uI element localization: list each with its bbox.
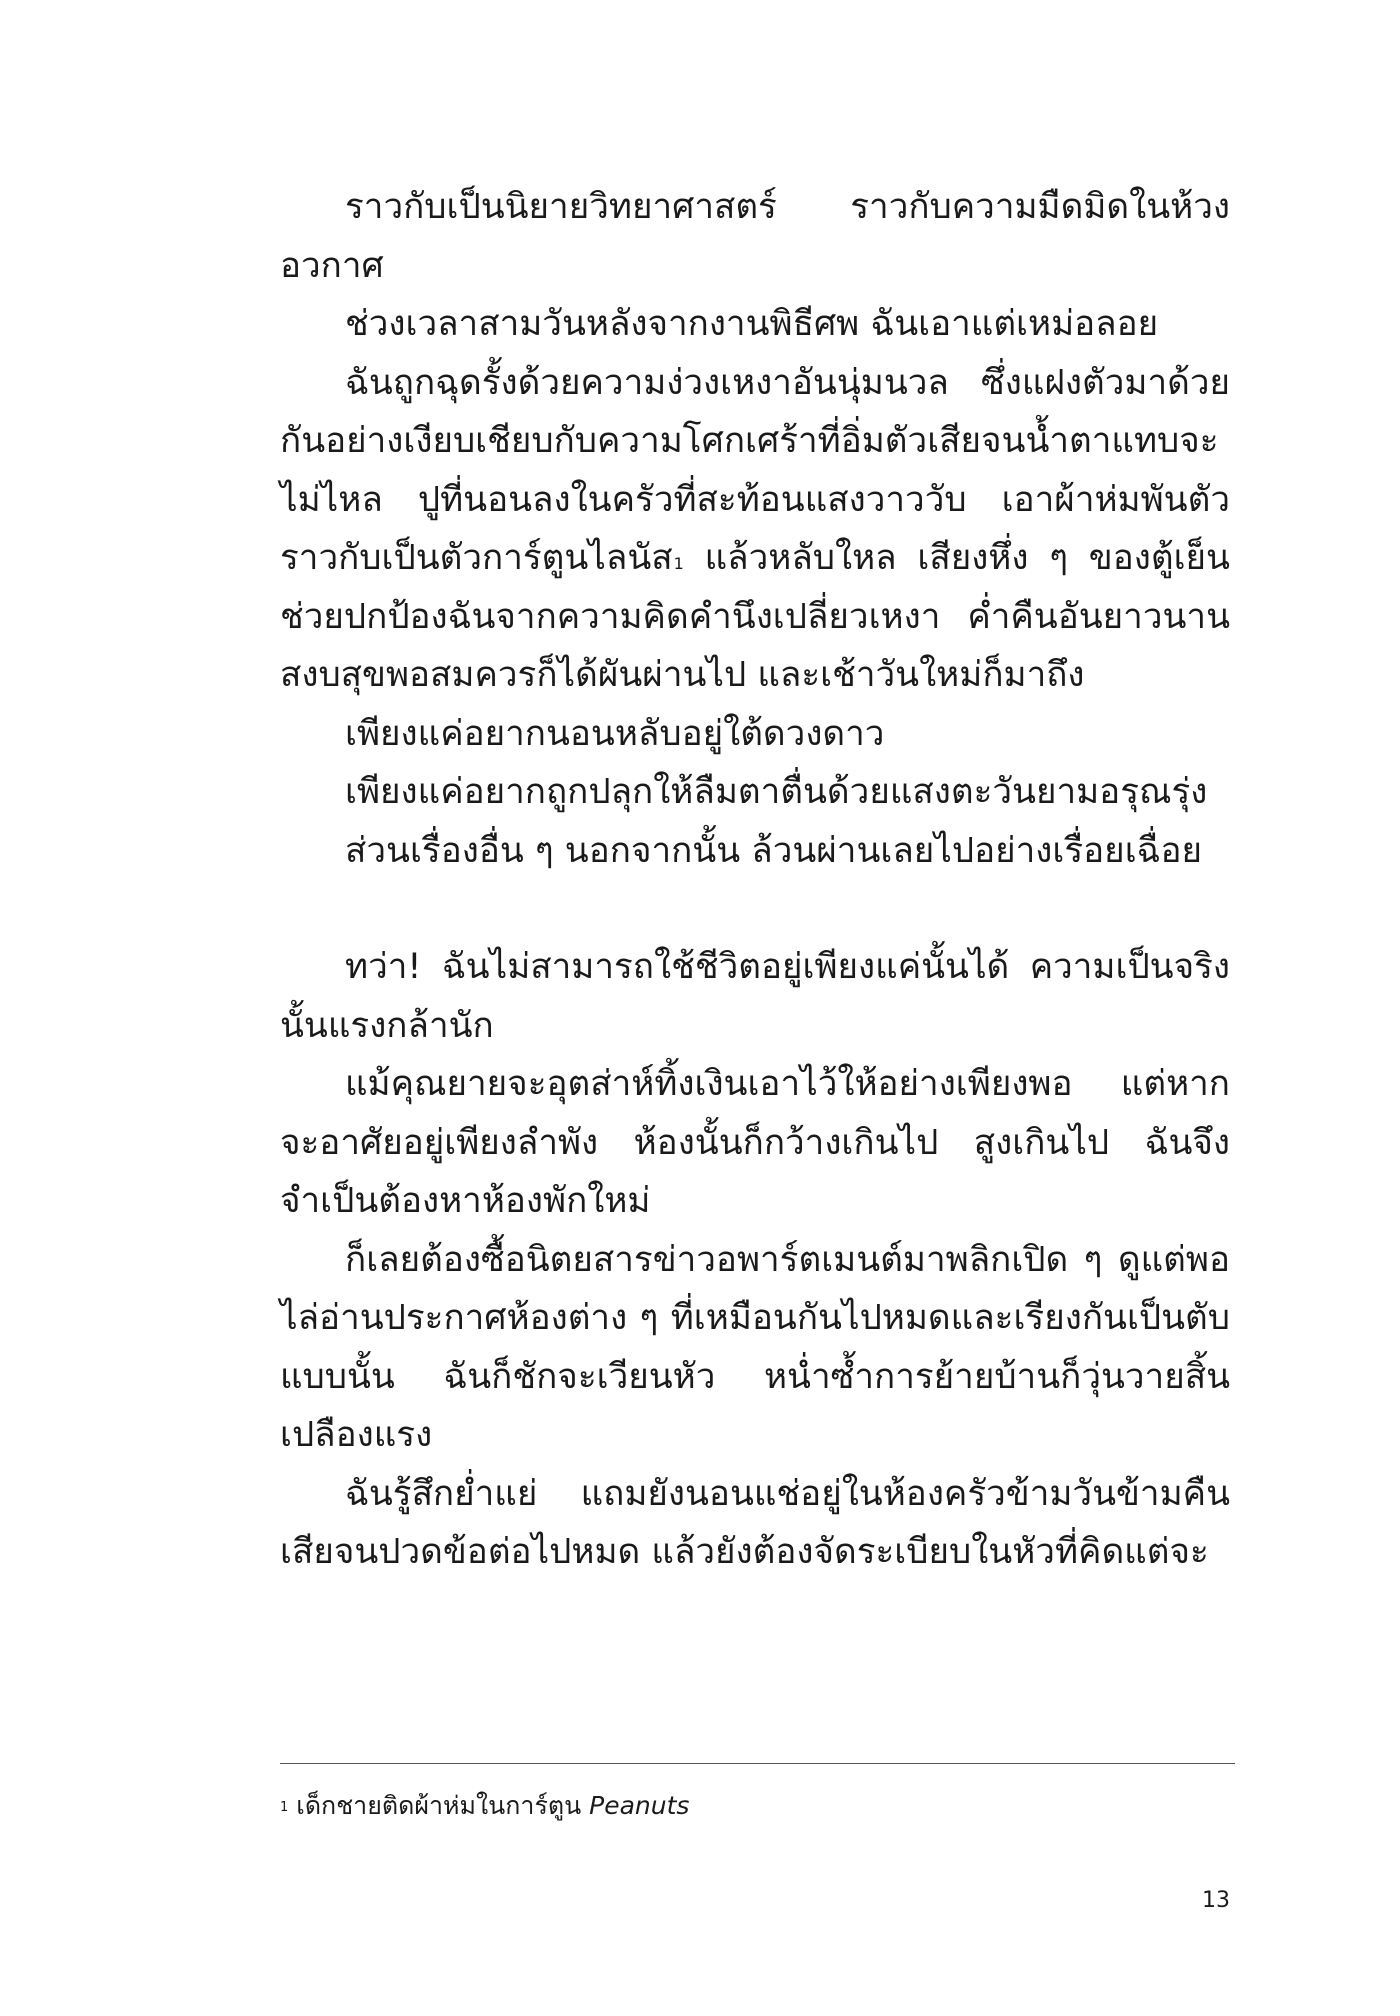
paragraph-3-continuation: ตู้เย็นช่วยปกป้องฉันจากความคิดคำนึงเปลี่ยวเหงา ค่ำคืนอันยาวนานสงบสุขพอสมควรก็ได้ผันผ่านไป และเช้าวันใหม่ก็มาถึง: [280, 538, 1230, 695]
footnote-italic-title: Peanuts: [589, 1791, 690, 1820]
paragraph-2: ช่วงเวลาสามวันหลังจากงานพิธีศพ ฉันเอาแต่เหม่อลอย: [345, 304, 1159, 344]
page-number: 13: [1202, 1888, 1230, 1913]
paragraph-9: ก็เลยต้องซื้อนิตยสารข่าวอพาร์ตเมนต์มาพลิกเปิด ๆ ดูแต่พอไล่อ่านประกาศห้องต่าง ๆ ที่เหมือนกันไปหมดและเรียงกันเป็นตับแบบนั้น ฉันก็ชักจะเวียนหัว หน่ำซ้ำการย้ายบ้านก็วุ่นวายสิ้นเปลืองแรง: [280, 1239, 1230, 1455]
paragraph-4: เพียงแค่อยากนอนหลับอยู่ใต้ดวงดาว: [345, 713, 885, 754]
paragraph-3: [280, 354, 1230, 705]
paragraph-6: ส่วนเรื่องอื่น ๆ นอกจากนั้น ล้วนผ่านเลยไปอย่างเรื่อยเฉื่อย: [345, 830, 1203, 871]
paragraph-3-tail: แล้วหลับใหล เสียงหึ่ง ๆ ของ: [683, 538, 1151, 578]
paragraph-3-text: ฉันถูกฉุดรั้งด้วยความง่วงเหงาอันนุ่มนวล ซึ่งแฝงตัวมาด้วยกันอย่างเงียบเชียบกับความโศกเศร้าที่อิ่มตัวเสียจนน้ำตาแทบจะไม่ไหล ปูที่นอนลงในครัวที่สะท้อนแสงวาววับ เอาผ้าห่มพันตัวราวกับเป็นตัวการ์ตูนไลนัส: [280, 362, 1230, 578]
footnote: [280, 1788, 1235, 1824]
footnote-text: เด็กชายติดผ้าห่มในการ์ตูน: [296, 1791, 590, 1820]
footnote-reference: 1: [673, 554, 684, 573]
footnote-divider: [280, 1763, 1235, 1764]
body-text: [280, 178, 1230, 1582]
paragraph-1: ราวกับเป็นนิยายวิทยาศาสตร์ ราวกับความมืดมิดในห้วงอวกาศ: [280, 187, 1230, 286]
paragraph-8: แม้คุณยายจะอุตส่าห์ทิ้งเงินเอาไว้ให้อย่างเพียงพอ แต่หากจะอาศัยอยู่เพียงลำพัง ห้องนั้นก็กว้างเกินไป สูงเกินไป ฉันจึงจำเป็นต้องหาห้องพักใหม่: [280, 1064, 1230, 1221]
footnote-marker: 1: [280, 1800, 289, 1815]
paragraph-7: ทว่า! ฉันไม่สามารถใช้ชีวิตอยู่เพียงแค่นั้นได้ ความเป็นจริงนั้นแรงกล้านัก: [280, 947, 1230, 1046]
paragraph-5: เพียงแค่อยากถูกปลุกให้ลืมตาตื่นด้วยแสงตะวันยามอรุณรุ่ง: [345, 772, 1208, 812]
paragraph-10: ฉันรู้สึกย่ำแย่ แถมยังนอนแช่อยู่ในห้องครัวข้ามวันข้ามคืนเสียจนปวดข้อต่อไปหมด แล้วยังต้องจัดระเบียบในหัวที่คิดแต่จะ: [280, 1473, 1230, 1572]
